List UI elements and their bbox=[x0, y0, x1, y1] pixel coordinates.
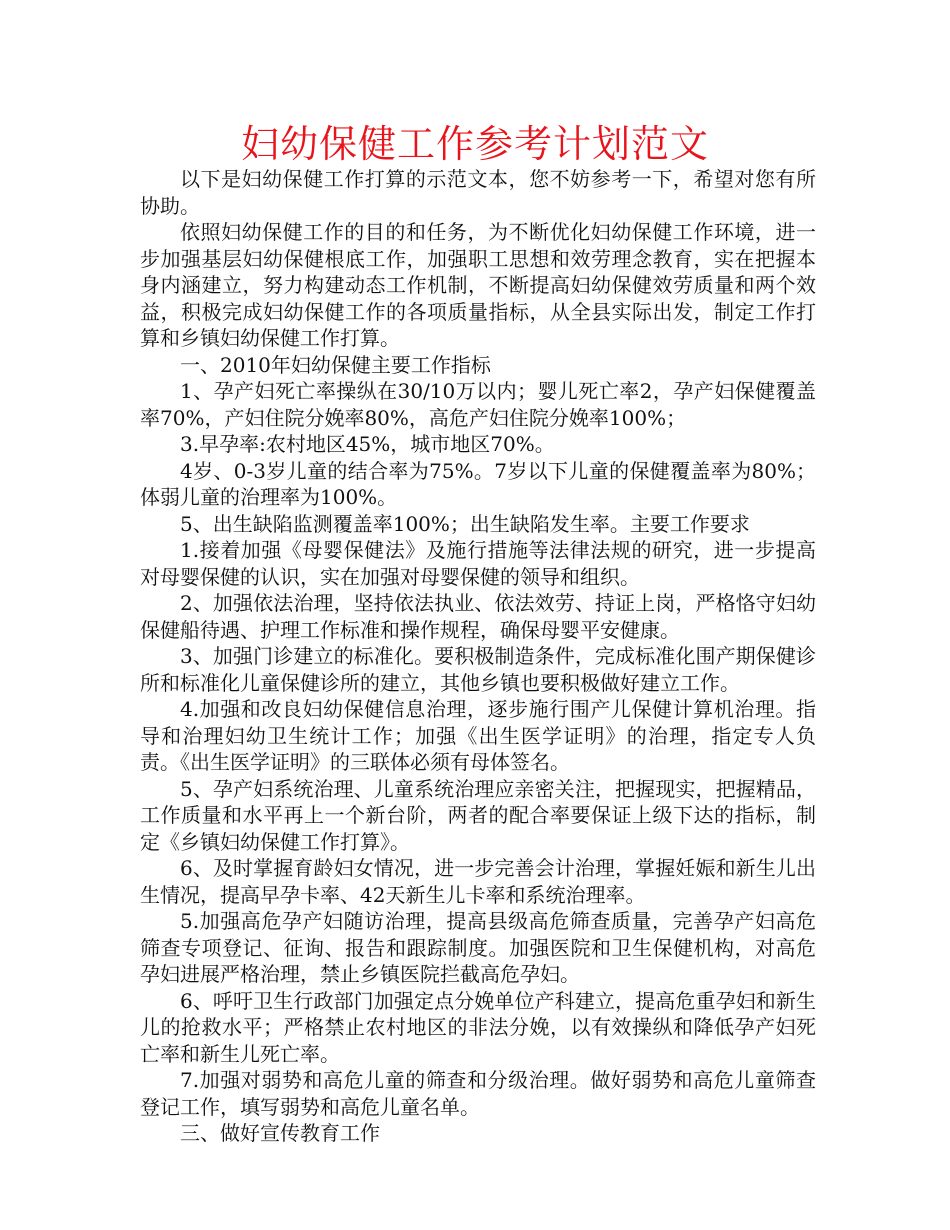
paragraph-purpose: 依照妇幼保健工作的目的和任务，为不断优化妇幼保健工作环境，进一步加强基层妇幼保健根底工作，加强职工思想和效劳理念教育，实在把握本身内涵建立，努力构建动态工作机制，不断提高妇幼保健效劳质量和两个效益，积极完成妇幼保健工作的各项质量指标，从全县实际出发，制定工作打算和乡镇妇幼保健工作打算。 bbox=[140, 220, 816, 350]
paragraph-requirement-7: 7.加强对弱势和高危儿童的筛查和分级治理。做好弱势和高危儿童筛查登记工作，填写弱势和高危儿童名单。 bbox=[140, 1068, 816, 1119]
paragraph-indicator-3: 3.早孕率:农村地区45%，城市地区70%。 bbox=[180, 432, 555, 456]
document-body bbox=[140, 166, 816, 1147]
paragraph-indicator-1: 1、孕产妇死亡率操纵在30/10万以内；婴儿死亡率2，孕产妇保健覆盖率70%，产妇住院分娩率80%，高危产妇住院分娩率100%； bbox=[140, 379, 816, 430]
document-title: 妇幼保健工作参考计划范文 bbox=[240, 122, 709, 166]
paragraph-requirement-4: 4.加强和改良妇幼保健信息治理，逐步施行围产儿保健计算机治理。指导和治理妇幼卫生统计工作；加强《出生医学证明》的治理，指定专人负责。《出生医学证明》的三联体必须有母体签名。 bbox=[140, 697, 816, 774]
paragraph-requirement-6: 6、及时掌握育龄妇女情况，进一步完善会计治理，掌握妊娠和新生儿出生情况，提高早孕卡率、42天新生儿卡率和系统治理率。 bbox=[140, 856, 816, 907]
paragraph-indicator-4: 4岁、0-3岁儿童的结合率为75%。7岁以下儿童的保健覆盖率为80%；体弱儿童的治理率为100%。 bbox=[140, 458, 816, 509]
paragraph-indicator-5: 5、出生缺陷监测覆盖率100%；出生缺陷发生率。主要工作要求 bbox=[180, 511, 750, 536]
section-heading-3: 三、做好宣传教育工作 bbox=[180, 1121, 380, 1145]
paragraph-requirement-1: 1.接着加强《母婴保健法》及施行措施等法律法规的研究，进一步提高对母婴保健的认识，实在加强对母婴保健的领导和组织。 bbox=[140, 538, 816, 589]
paragraph-requirement-2: 2、加强依法治理，坚持依法执业、依法效劳、持证上岗，严格恪守妇幼保健船待遇、护理工作标准和操作规程，确保母婴平安健康。 bbox=[140, 591, 816, 642]
paragraph-requirement-6b: 6、呼吁卫生行政部门加强定点分娩单位产科建立，提高危重孕妇和新生儿的抢救水平；严格禁止农村地区的非法分娩，以有效操纵和降低孕产妇死亡率和新生儿死亡率。 bbox=[140, 988, 816, 1066]
paragraph-intro: 以下是妇幼保健工作打算的示范文本，您不妨参考一下，希望对您有所协助。 bbox=[140, 167, 816, 218]
paragraph-requirement-5b: 5.加强高危孕产妇随访治理，提高县级高危筛查质量，完善孕产妇高危筛查专项登记、征询、报告和跟踪制度。加强医院和卫生保健机构，对高危孕妇进展严格治理，禁止乡镇医院拦截高危孕妇。 bbox=[140, 909, 816, 986]
paragraph-requirement-5: 5、孕产妇系统治理、儿童系统治理应亲密关注，把握现实，把握精品，工作质量和水平再上一个新台阶，两者的配合率要保证上级下达的指标，制定《乡镇妇幼保健工作打算》。 bbox=[140, 776, 816, 854]
section-heading-1: 一、2010年妇幼保健主要工作指标 bbox=[180, 352, 491, 377]
paragraph-requirement-3: 3、加强门诊建立的标准化。要积极制造条件，完成标准化围产期保健诊所和标准化儿童保健诊所的建立，其他乡镇也要积极做好建立工作。 bbox=[140, 644, 816, 695]
